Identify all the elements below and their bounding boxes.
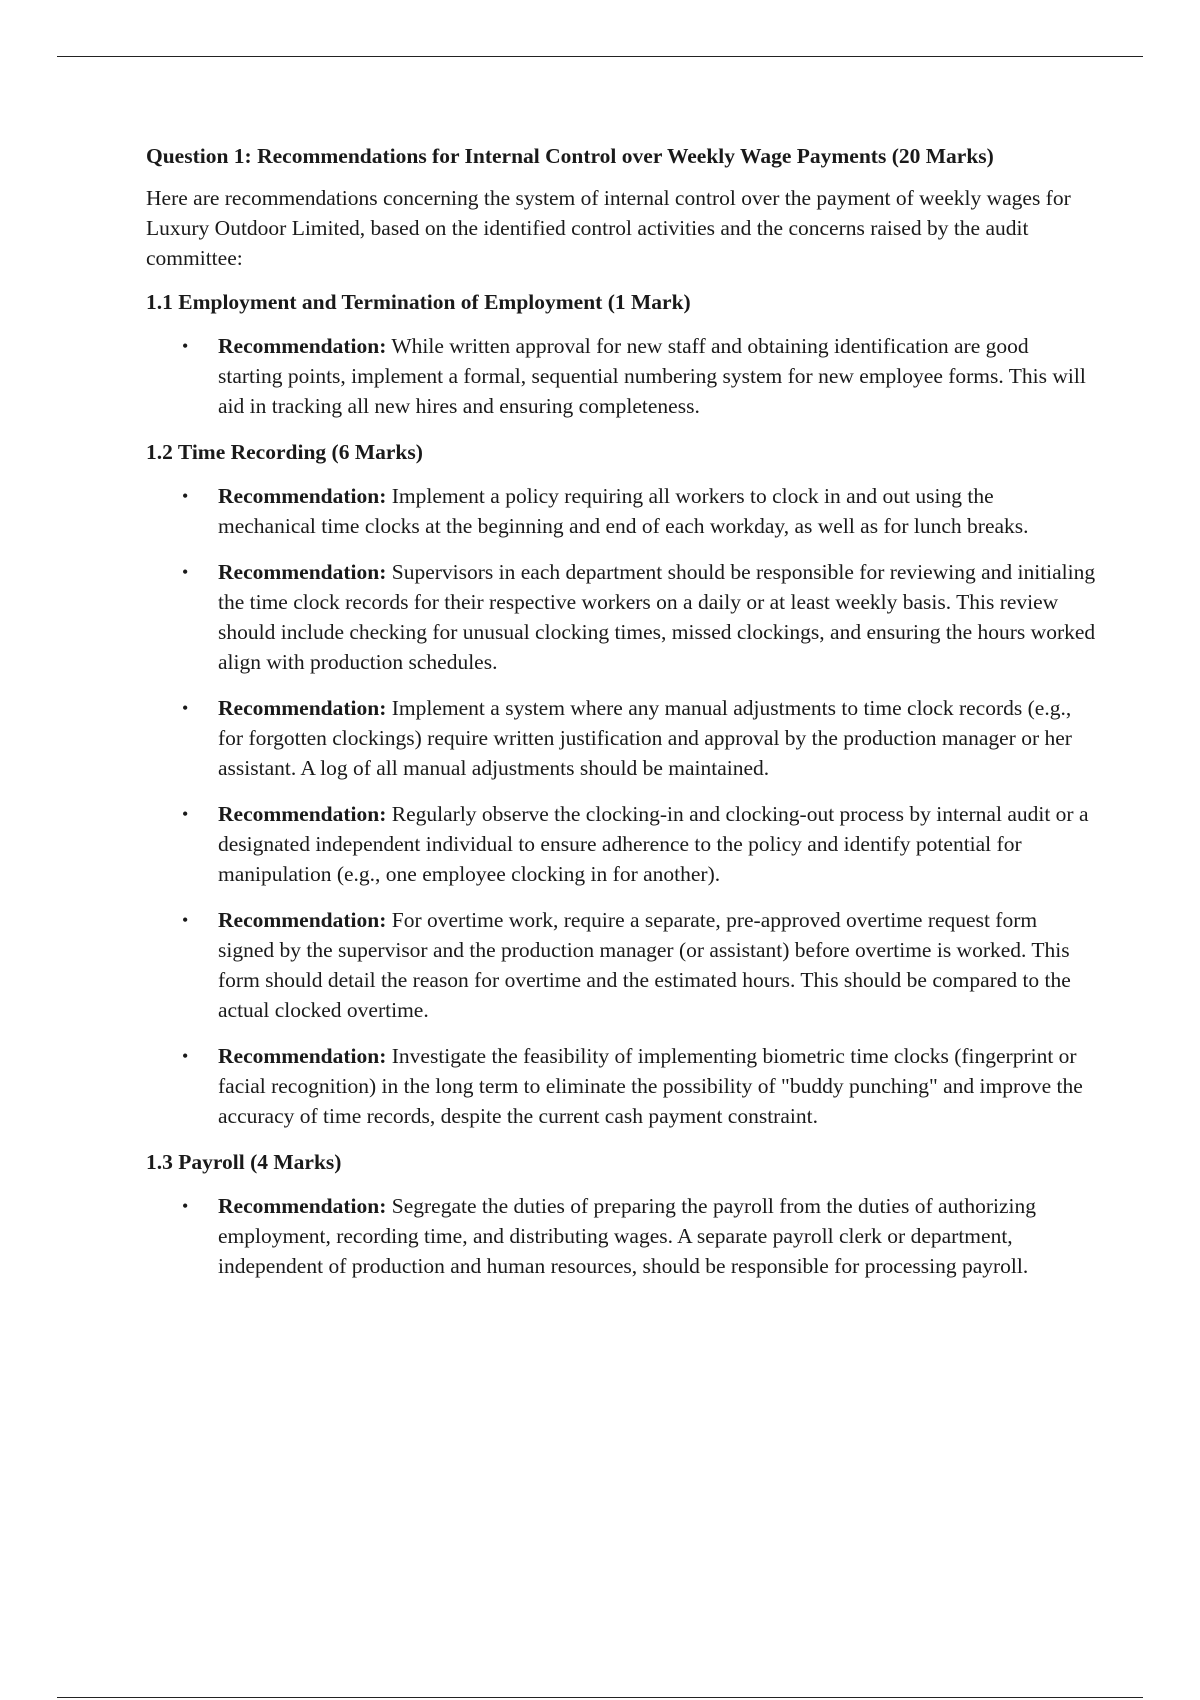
recommendation-label: Recommendation: <box>218 1044 387 1068</box>
recommendation-label: Recommendation: <box>218 1194 387 1218</box>
document-title: Question 1: Recommendations for Internal Control over Weekly Wage Payments (20 Marks) <box>146 144 994 168</box>
recommendation-list <box>146 481 1096 1131</box>
recommendation-list <box>146 331 1096 421</box>
recommendation-text: For overtime work, require a separate, pre-approved overtime request form signed by the supervisor and the production manager (or assistant) before overtime is worked. This form should detail the reason for overtime and the estimated hours. This should be compared to the actual clocked overtime. <box>218 908 1071 1022</box>
recommendation-text: Implement a policy requiring all workers to clock in and out using the mechanical time clocks at the beginning and end of each workday, as well as for lunch breaks. <box>218 484 1029 538</box>
intro-paragraph: Here are recommendations concerning the system of internal control over the payment of weekly wages for Luxury Outdoor Limited, based on the identified control activities and the concerns raised by the audit committee: <box>146 186 1071 270</box>
bottom-rule <box>57 1697 1143 1698</box>
bullet-icon: • <box>182 562 189 582</box>
recommendation-text: Supervisors in each department should be responsible for reviewing and initialing the time clock records for their respective workers on a daily or at least weekly basis. This review should include checking for unusual clocking times, missed clockings, and ensuring the hours worked align with production schedules. <box>218 560 1096 674</box>
recommendation-text: Investigate the feasibility of implementing biometric time clocks (fingerprint or facial recognition) in the long term to eliminate the possibility of "buddy punching" and improve the accuracy of time records, despite the current cash payment constraint. <box>218 1044 1083 1128</box>
recommendation-item <box>146 557 1096 677</box>
bullet-icon: • <box>182 336 189 356</box>
bullet-icon: • <box>182 698 189 718</box>
section-payroll <box>146 1147 1096 1281</box>
recommendation-label: Recommendation: <box>218 696 387 720</box>
section-heading: 1.2 Time Recording (6 Marks) <box>146 440 423 464</box>
recommendation-text: Segregate the duties of preparing the payroll from the duties of authorizing employment, recording time, and distributing wages. A separate payroll clerk or department, independent of production and human resources, should be responsible for processing payroll. <box>218 1194 1036 1278</box>
recommendation-item <box>146 905 1096 1025</box>
recommendation-text: While written approval for new staff and obtaining identification are good starting points, implement a formal, sequential numbering system for new employee forms. This will aid in tracking all new hires and ensuring completeness. <box>218 334 1086 418</box>
section-time-recording <box>146 437 1096 1131</box>
recommendation-item <box>146 799 1096 889</box>
recommendation-item <box>146 481 1096 541</box>
bullet-icon: • <box>182 1196 189 1216</box>
recommendation-label: Recommendation: <box>218 802 387 826</box>
bullet-icon: • <box>182 804 189 824</box>
recommendation-label: Recommendation: <box>218 908 387 932</box>
section-heading: 1.1 Employment and Termination of Employment (1 Mark) <box>146 290 691 314</box>
section-heading: 1.3 Payroll (4 Marks) <box>146 1150 342 1174</box>
recommendation-item <box>146 1041 1096 1131</box>
section-employment <box>146 287 1096 421</box>
recommendation-item <box>146 693 1096 783</box>
recommendation-label: Recommendation: <box>218 334 387 358</box>
bullet-icon: • <box>182 1046 189 1066</box>
recommendation-text: Regularly observe the clocking-in and clocking-out process by internal audit or a designated independent individual to ensure adherence to the policy and identify potential for manipulation (e.g., one employee clocking in for another). <box>218 802 1089 886</box>
recommendation-label: Recommendation: <box>218 560 387 584</box>
bullet-icon: • <box>182 910 189 930</box>
recommendation-list <box>146 1191 1096 1281</box>
recommendation-label: Recommendation: <box>218 484 387 508</box>
bullet-icon: • <box>182 486 189 506</box>
recommendation-text: Implement a system where any manual adjustments to time clock records (e.g., for forgotten clockings) require written justification and approval by the production manager or her assistant. A log of all manual adjustments should be maintained. <box>218 696 1072 780</box>
top-rule <box>57 56 1143 57</box>
document-body <box>146 142 1096 1297</box>
recommendation-item <box>146 331 1096 421</box>
recommendation-item <box>146 1191 1096 1281</box>
